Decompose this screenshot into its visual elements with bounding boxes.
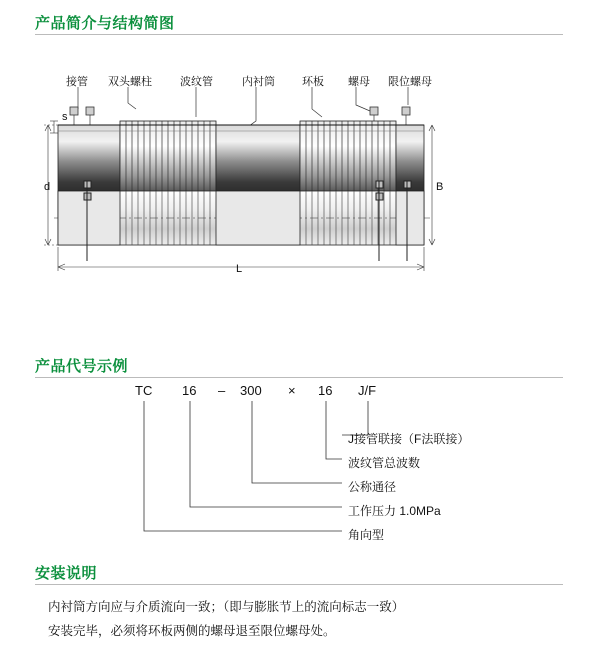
callout-label-bellows: 波纹管: [180, 76, 213, 88]
installation-notes: [48, 598, 568, 646]
code-token-dash: –: [218, 383, 226, 398]
install-note-line-1: 内衬筒方向应与介质流向一致；（即与膨胀节上的流向标志一致）: [48, 600, 405, 614]
code-desc-connection: J接管联接（F法联接）: [348, 432, 470, 446]
section-title-install: 安装说明: [35, 565, 98, 582]
code-token-pressure: 16: [182, 383, 197, 398]
title-divider-1: [35, 34, 563, 35]
section-title-intro: 产品简介与结构简图: [35, 15, 175, 32]
product-code-leader-lines: [40, 375, 560, 535]
structure-drawing-svg: [40, 65, 560, 290]
dimension-label-B: B: [436, 181, 444, 193]
dimension-label-d: d: [44, 181, 51, 193]
dimension-label-L: L: [236, 263, 243, 275]
title-divider-3: [35, 584, 563, 585]
code-token-waves: 16: [318, 383, 333, 398]
callout-label-stud: 双头螺柱: [108, 76, 152, 88]
code-desc-diameter: 公称通径: [348, 480, 397, 494]
callout-label-ring-plate: 环板: [302, 76, 324, 88]
callout-label-liner: 内衬筒: [242, 76, 275, 88]
code-token-type: TC: [135, 383, 153, 398]
structure-diagram: [40, 65, 560, 290]
product-code-diagram: [40, 375, 560, 542]
code-token-connection: J/F: [358, 383, 377, 398]
code-desc-pressure: 工作压力 1.0MPa: [348, 504, 441, 518]
code-desc-type: 角向型: [348, 528, 385, 542]
install-note-line-2: 安装完毕，必须将环板两侧的螺母退至限位螺母处。: [48, 624, 336, 638]
callout-label-limit-nut: 限位螺母: [388, 76, 432, 88]
code-token-diameter: 300: [240, 383, 262, 398]
dimension-label-s: s: [62, 111, 68, 123]
section-title-code: 产品代号示例: [35, 358, 129, 375]
callout-label-pipe: 接管: [66, 76, 88, 88]
code-desc-waves: 波纹管总波数: [348, 456, 421, 470]
callout-label-nut: 螺母: [348, 76, 370, 88]
code-token-times: ×: [288, 383, 296, 398]
